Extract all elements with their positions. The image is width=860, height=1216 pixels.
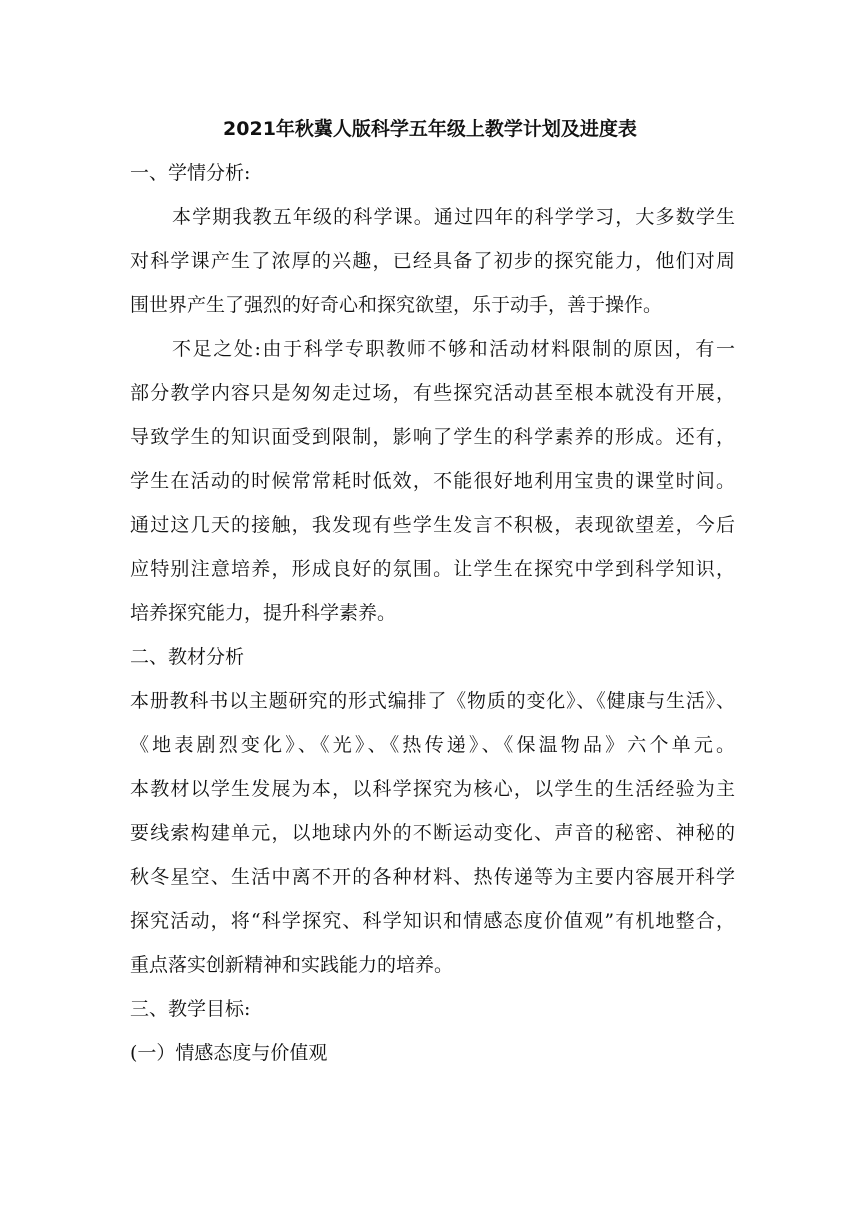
paragraph-line: 对科学课产生了浓厚的兴趣，已经具备了初步的探究能力，他们对周 (130, 250, 735, 272)
paragraph-line: 《地表剧烈变化》、《光》、《热传递》、《保温物品》六个单元。 (130, 734, 735, 756)
section3-heading: 三、教学目标: (130, 998, 251, 1020)
document-title: 2021年秋冀人版科学五年级上教学计划及进度表 (223, 118, 637, 140)
paragraph-line: 围世界产生了强烈的好奇心和探究欲望，乐于动手，善于操作。 (130, 294, 663, 316)
section3-subheading: (一）情感态度与价值观 (130, 1042, 328, 1064)
paragraph-line: 探究活动，将“科学探究、科学知识和情感态度价值观”有机地整合， (130, 910, 735, 932)
paragraph-line: 不足之处:由于科学专职教师不够和活动材料限制的原因，有一 (172, 338, 735, 360)
paragraph-line: 要线索构建单元，以地球内外的不断运动变化、声音的秘密、神秘的 (130, 822, 735, 844)
paragraph-line: 学生在活动的时候常常耗时低效，不能很好地利用宝贵的课堂时间。 (130, 470, 735, 492)
paragraph-line: 本教材以学生发展为本，以科学探究为核心，以学生的生活经验为主 (130, 778, 735, 800)
paragraph-line: 培养探究能力，提升科学素养。 (130, 602, 397, 624)
paragraph-line: 秋冬星空、生活中离不开的各种材料、热传递等为主要内容展开科学 (130, 866, 735, 888)
paragraph-line: 重点落实创新精神和实践能力的培养。 (130, 954, 454, 976)
paragraph-line: 本学期我教五年级的科学课。通过四年的科学学习，大多数学生 (172, 206, 735, 228)
paragraph-line: 通过这几天的接触，我发现有些学生发言不积极，表现欲望差，今后 (130, 514, 735, 536)
paragraph-line: 导致学生的知识面受到限制，影响了学生的科学素养的形成。还有， (130, 426, 735, 448)
paragraph-line: 应特别注意培养，形成良好的氛围。让学生在探究中学到科学知识， (130, 558, 735, 580)
paragraph-line: 本册教科书以主题研究的形式编排了《物质的变化》、《健康与生活》、 (130, 690, 735, 712)
section2-heading: 二、教材分析 (130, 646, 245, 668)
section1-heading: 一、学情分析: (130, 162, 251, 184)
paragraph-line: 部分教学内容只是匆匆走过场，有些探究活动甚至根本就没有开展， (130, 382, 735, 404)
